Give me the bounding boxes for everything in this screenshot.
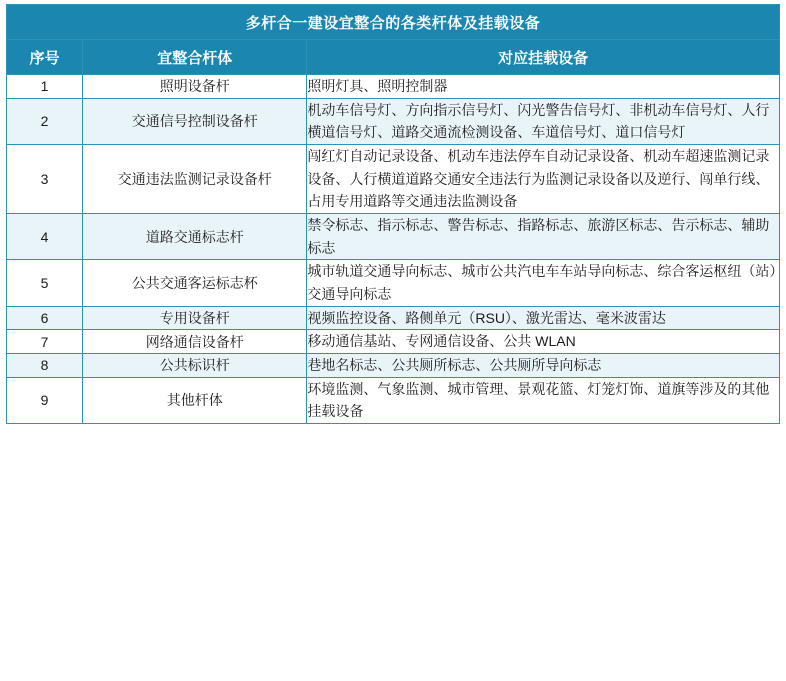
row-index: 3 xyxy=(7,145,83,214)
pole-integration-table xyxy=(6,4,780,424)
table-row xyxy=(7,330,780,354)
row-pole-type: 交通信号控制设备杆 xyxy=(83,98,307,144)
row-pole-type: 道路交通标志杆 xyxy=(83,214,307,260)
row-pole-type: 公共标识杆 xyxy=(83,354,307,378)
table-row xyxy=(7,214,780,260)
table-header-row xyxy=(7,40,780,75)
table-row xyxy=(7,145,780,214)
column-header-index: 序号 xyxy=(7,40,83,75)
row-pole-type: 交通违法监测记录设备杆 xyxy=(83,145,307,214)
table-row xyxy=(7,260,780,306)
row-index: 8 xyxy=(7,354,83,378)
row-pole-type: 公共交通客运标志杯 xyxy=(83,260,307,306)
row-equipment: 视频监控设备、路侧单元（RSU）、激光雷达、毫米波雷达 xyxy=(307,306,780,330)
column-header-pole-type: 宜整合杆体 xyxy=(83,40,307,75)
row-equipment: 禁令标志、指示标志、警告标志、指路标志、旅游区标志、告示标志、辅助标志 xyxy=(307,214,780,260)
row-equipment: 闯红灯自动记录设备、机动车违法停车自动记录设备、机动车超速监测记录设备、人行横道道路交通安全违法行为监测记录设备以及逆行、闯单行线、占用专用道路等交通违法监测设备 xyxy=(307,145,780,214)
row-index: 6 xyxy=(7,306,83,330)
row-index: 5 xyxy=(7,260,83,306)
row-pole-type: 照明设备杆 xyxy=(83,75,307,99)
row-pole-type: 专用设备杆 xyxy=(83,306,307,330)
table-title-row xyxy=(7,5,780,40)
row-equipment: 照明灯具、照明控制器 xyxy=(307,75,780,99)
row-index: 7 xyxy=(7,330,83,354)
row-equipment: 机动车信号灯、方向指示信号灯、闪光警告信号灯、非机动车信号灯、人行横道信号灯、道路交通流检测设备、车道信号灯、道口信号灯 xyxy=(307,98,780,144)
row-index: 9 xyxy=(7,377,83,423)
row-equipment: 城市轨道交通导向标志、城市公共汽电车车站导向标志、综合客运枢纽（站）交通导向标志 xyxy=(307,260,780,306)
row-index: 2 xyxy=(7,98,83,144)
table-title: 多杆合一建设宜整合的各类杆体及挂载设备 xyxy=(7,5,780,40)
table-row xyxy=(7,306,780,330)
column-header-equipment: 对应挂载设备 xyxy=(307,40,780,75)
row-equipment: 巷地名标志、公共厕所标志、公共厕所导向标志 xyxy=(307,354,780,378)
row-index: 4 xyxy=(7,214,83,260)
table-row xyxy=(7,98,780,144)
row-pole-type: 网络通信设备杆 xyxy=(83,330,307,354)
row-index: 1 xyxy=(7,75,83,99)
table-row xyxy=(7,354,780,378)
table-row xyxy=(7,377,780,423)
row-equipment: 移动通信基站、专网通信设备、公共 WLAN xyxy=(307,330,780,354)
table-row xyxy=(7,75,780,99)
row-pole-type: 其他杆体 xyxy=(83,377,307,423)
row-equipment: 环境监测、气象监测、城市管理、景观花篮、灯笼灯饰、道旗等涉及的其他挂载设备 xyxy=(307,377,780,423)
